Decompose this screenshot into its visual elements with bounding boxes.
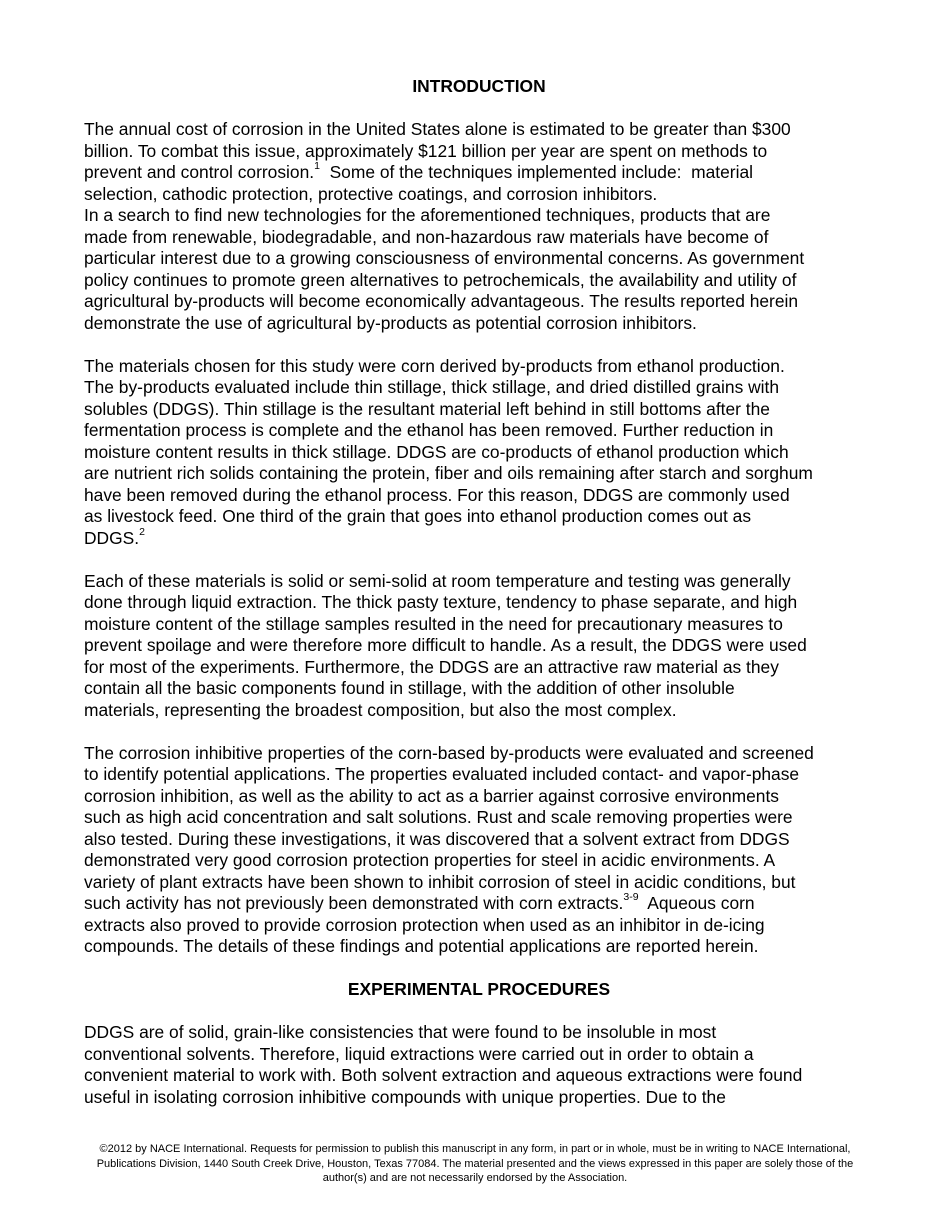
- text-line: to identify potential applications. The properties evaluated included contact- and vapor-phase: [84, 764, 800, 784]
- text-line: extracts also proved to provide corrosion protection when used as an inhibitor in de-icing: [84, 914, 765, 935]
- text-line: DDGS are of solid, grain-like consistencies that were found to be insoluble in most: [84, 1022, 717, 1042]
- text-line: [84, 893, 874, 915]
- text-line: demonstrated very good corrosion protection properties for steel in acidic environments. A: [84, 850, 776, 870]
- text-line: agricultural by-products will become economically advantageous. The results reported herein: [84, 291, 799, 311]
- text-line: contain all the basic components found in stillage, with the addition of other insoluble: [84, 678, 735, 698]
- footer-line: Publications Division, 1440 South Creek Drive, Houston, Texas 77084. The material presented and the views expressed in this paper are solely those of the: [96, 1157, 854, 1170]
- text-line: selection, cathodic protection, protective coatings, and corrosion inhibitors.: [84, 183, 658, 204]
- text-segment: prevent and control corrosion.: [84, 162, 315, 182]
- citation-superscript: 3-9: [623, 891, 639, 904]
- text-line: compounds. The details of these findings and potential applications are reported herein.: [84, 936, 759, 956]
- paragraph-ddgs-extraction: [84, 1022, 874, 1108]
- paragraph-solid-materials: [84, 571, 874, 722]
- text-line: [84, 162, 874, 184]
- text-line: [84, 525, 874, 550]
- text-line: The corrosion inhibitive properties of the corn-based by-products were evaluated and screened: [84, 742, 814, 763]
- text-line: conventional solvents. Therefore, liquid extractions were carried out in order to obtain a: [84, 1043, 754, 1064]
- paragraph-corrosion-cost: [84, 119, 874, 205]
- paragraph-new-technologies: [84, 205, 874, 334]
- text-line: made from renewable, biodegradable, and non-hazardous raw materials have become of: [84, 226, 769, 247]
- text-line: Each of these materials is solid or semi-solid at room temperature and testing was generally: [84, 570, 791, 591]
- text-line: useful in isolating corrosion inhibitive compounds with unique properties. Due to the: [84, 1086, 726, 1107]
- citation-superscript: 1: [314, 160, 320, 173]
- text-line: corrosion inhibition, as well as the ability to act as a barrier against corrosive environments: [84, 785, 779, 806]
- text-line: convenient material to work with. Both solvent extraction and aqueous extractions were found: [84, 1065, 803, 1085]
- text-line: policy continues to promote green alternatives to petrochemicals, the availability and utility of: [84, 269, 797, 290]
- paragraph-inhibitive-properties: [84, 743, 874, 958]
- text-line: solubles (DDGS). Thin stillage is the resultant material left behind in still bottoms after the: [84, 398, 770, 419]
- text-segment: DDGS.: [84, 527, 140, 548]
- text-segment: Aqueous corn: [638, 893, 755, 913]
- text-line: for most of the experiments. Furthermore, the DDGS are an attractive raw material as they: [84, 656, 779, 677]
- text-line: particular interest due to a growing consciousness of environmental concerns. As government: [84, 248, 805, 268]
- text-line: such as high acid concentration and salt solutions. Rust and scale removing properties were: [84, 807, 793, 827]
- text-segment: such activity has not previously been demonstrated with corn extracts.: [84, 893, 624, 913]
- footer-line: ©2012 by NACE International. Requests for permission to publish this manuscript in any form, in part or in whole, must be in writing to NACE International,: [99, 1143, 851, 1155]
- text-line: billion. To combat this issue, approximately $121 billion per year are spent on methods to: [84, 140, 768, 161]
- text-line: are nutrient rich solids containing the protein, fiber and oils remaining after starch and sorghum: [84, 463, 813, 483]
- text-line: The materials chosen for this study were corn derived by-products from ethanol production.: [84, 355, 785, 376]
- paragraph-materials: [84, 356, 874, 550]
- text-line: as livestock feed. One third of the grain that goes into ethanol production comes out as: [84, 506, 752, 526]
- text-line: prevent spoilage and were therefore more difficult to handle. As a result, the DDGS were used: [84, 635, 807, 655]
- experimental-procedures-heading: EXPERIMENTAL PROCEDURES: [347, 979, 611, 999]
- text-line: also tested. During these investigations, it was discovered that a solvent extract from DDGS: [84, 828, 790, 849]
- copyright-footer: [40, 1142, 910, 1186]
- text-line: have been removed during the ethanol process. For this reason, DDGS are commonly used: [84, 484, 790, 505]
- citation-superscript: 2: [139, 525, 145, 538]
- text-line: In a search to find new technologies for the aforementioned techniques, products that are: [84, 205, 771, 225]
- introduction-heading: INTRODUCTION: [412, 76, 546, 96]
- text-segment: Some of the techniques implemented include: material: [319, 162, 753, 182]
- text-line: The annual cost of corrosion in the United States alone is estimated to be greater than $300: [84, 119, 791, 139]
- text-line: materials, representing the broadest composition, but also the most complex.: [84, 699, 677, 720]
- text-line: demonstrate the use of agricultural by-products as potential corrosion inhibitors.: [84, 312, 697, 333]
- page-body: [84, 76, 874, 1108]
- text-line: variety of plant extracts have been shown to inhibit corrosion of steel in acidic conditions, but: [84, 871, 796, 892]
- text-line: moisture content of the stillage samples resulted in the need for precautionary measures to: [84, 613, 783, 634]
- text-line: done through liquid extraction. The thick pasty texture, tendency to phase separate, and high: [84, 592, 798, 612]
- text-line: fermentation process is complete and the ethanol has been removed. Further reduction in: [84, 420, 774, 440]
- text-line: moisture content results in thick stillage. DDGS are co-products of ethanol production which: [84, 441, 789, 462]
- footer-line: author(s) and are not necessarily endorsed by the Association.: [322, 1172, 628, 1184]
- text-line: The by-products evaluated include thin stillage, thick stillage, and dried distilled grains with: [84, 377, 780, 397]
